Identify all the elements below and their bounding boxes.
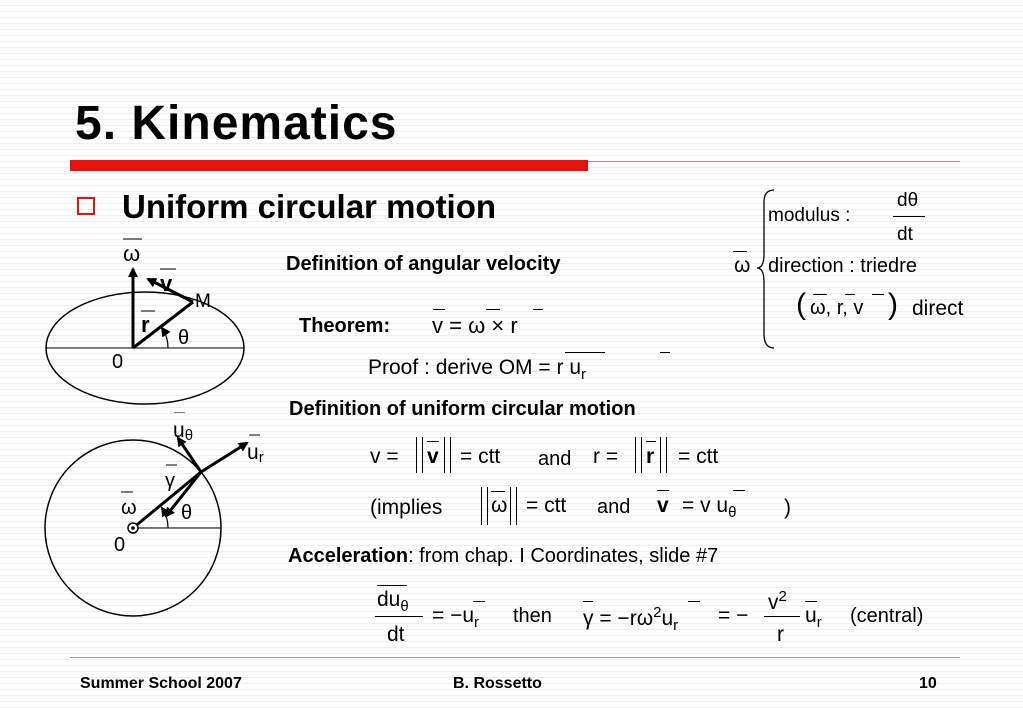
line1-r: r = xyxy=(593,445,619,468)
eq1: = $-u_r$ xyxy=(432,604,480,632)
title-underline-bar xyxy=(70,160,588,171)
line2-implies: (implies xyxy=(370,496,443,519)
footer-center: B. Rossetto xyxy=(453,675,542,692)
footer-page-number: 10 xyxy=(919,675,937,692)
theorem-label: Theorem: xyxy=(299,315,391,337)
norm-close xyxy=(444,437,451,473)
r-denominator: r xyxy=(777,623,784,646)
gamma-eq: $\gamma = -r\omega^2u_r$ xyxy=(583,604,679,635)
line1-and: and xyxy=(538,448,572,470)
gamma-arrow-bar xyxy=(583,601,593,602)
u2: $u_r$ xyxy=(805,604,822,632)
label-u-r: ur xyxy=(247,441,264,466)
ur-arrow-bar-2 xyxy=(688,601,700,602)
line1-v-bold: v xyxy=(427,445,439,468)
v-arrow-bar xyxy=(433,309,445,310)
label-r: r xyxy=(141,312,150,337)
line1-r-bold: r xyxy=(646,445,655,468)
dtheta: dθ xyxy=(897,190,919,211)
eq2: = − xyxy=(718,604,749,627)
angular-velocity-figure xyxy=(38,235,268,410)
omega-arrow-bar xyxy=(733,251,747,252)
ur-arrow-bar-1 xyxy=(473,601,485,602)
heading-uniform-motion: Definition of uniform circular motion xyxy=(289,398,636,420)
fraction-bar-du xyxy=(375,616,423,617)
fraction-bar-v2 xyxy=(764,616,800,617)
label-theta: θ xyxy=(178,327,190,349)
u-theta-arrow-bar xyxy=(733,490,745,491)
bullet-heading: Uniform circular motion xyxy=(122,188,497,225)
line2-v: v xyxy=(657,494,669,517)
paren-open: ( xyxy=(796,288,806,321)
r-arrow-bar xyxy=(533,309,543,310)
du-arrow-bar xyxy=(377,585,407,586)
direct-label: direct xyxy=(912,297,964,320)
label-M: M xyxy=(195,291,211,312)
line2-ctt: = ctt xyxy=(526,494,567,517)
omega-arrow-bar-3 xyxy=(491,491,505,492)
modulus-label: modulus : xyxy=(768,205,851,226)
omega-arrow-bar xyxy=(486,309,500,310)
circular-motion-figure xyxy=(38,412,278,662)
om-arrow-bar xyxy=(565,352,605,353)
theta-arc xyxy=(162,508,168,528)
u-r-vector xyxy=(201,443,247,472)
slide-title: 5. Kinematics xyxy=(75,97,398,150)
r-arrow-bar xyxy=(646,441,656,442)
theta-arc xyxy=(162,328,168,348)
du-theta: $du_\theta$ xyxy=(377,588,409,616)
label-omega: ω xyxy=(123,241,141,266)
ur-bar xyxy=(660,352,670,353)
central-label: (central) xyxy=(850,605,924,627)
footer-divider xyxy=(70,657,960,658)
proof-line: Proof : derive OM = r $u_r$ xyxy=(368,356,586,384)
label-origin: 0 xyxy=(114,534,126,556)
triple: ω, r, v xyxy=(810,297,864,319)
omega-symbol: ω xyxy=(734,254,751,277)
label-omega: ω xyxy=(121,497,137,519)
norm-open-omega xyxy=(481,487,488,525)
v-arrow-bar xyxy=(427,441,439,442)
ur-arrow-bar-3 xyxy=(805,601,817,602)
dt: dt xyxy=(897,224,913,245)
norm-close-r xyxy=(660,437,667,473)
norm-close-omega xyxy=(510,487,517,525)
then-label: then xyxy=(513,605,552,627)
omega-arrow-bar-2 xyxy=(813,294,827,295)
bullet-square-icon xyxy=(77,197,95,215)
line2-and: and xyxy=(597,496,631,518)
paren-close: ) xyxy=(888,288,898,321)
footer-left: Summer School 2007 xyxy=(80,675,242,692)
label-theta: θ xyxy=(181,502,193,524)
label-origin: 0 xyxy=(112,351,124,373)
line2-close: ) xyxy=(784,496,791,519)
fraction-bar xyxy=(893,216,925,217)
norm-open-r xyxy=(635,437,642,473)
norm-open xyxy=(416,437,423,473)
theorem-formula: v = ω × r xyxy=(432,313,518,338)
label-u-theta: uθ xyxy=(173,419,194,444)
v-squared: $v^2$ xyxy=(768,588,787,614)
acceleration-line: Acceleration: from chap. I Coordinates, slide #7 xyxy=(288,545,719,567)
title-underline-thin xyxy=(588,161,960,162)
line1-ctt2: = ctt xyxy=(678,445,719,468)
label-v: v xyxy=(160,271,173,296)
line1-ctt: = ctt xyxy=(460,445,501,468)
heading-angular-velocity: Definition of angular velocity xyxy=(286,253,561,275)
label-gamma: γ xyxy=(165,470,175,492)
omega-dot xyxy=(131,526,135,530)
v-arrow-bar-3 xyxy=(657,490,669,491)
line1-v: v = xyxy=(370,445,399,468)
dt-denominator: dt xyxy=(387,623,405,646)
v-arrow-bar-2 xyxy=(872,294,884,295)
line2-omega: ω xyxy=(491,494,508,517)
line2-eq: = v $u_\theta$ xyxy=(682,494,737,522)
direction-label: direction : triedre xyxy=(768,255,917,277)
r-arrow-bar-2 xyxy=(845,294,855,295)
